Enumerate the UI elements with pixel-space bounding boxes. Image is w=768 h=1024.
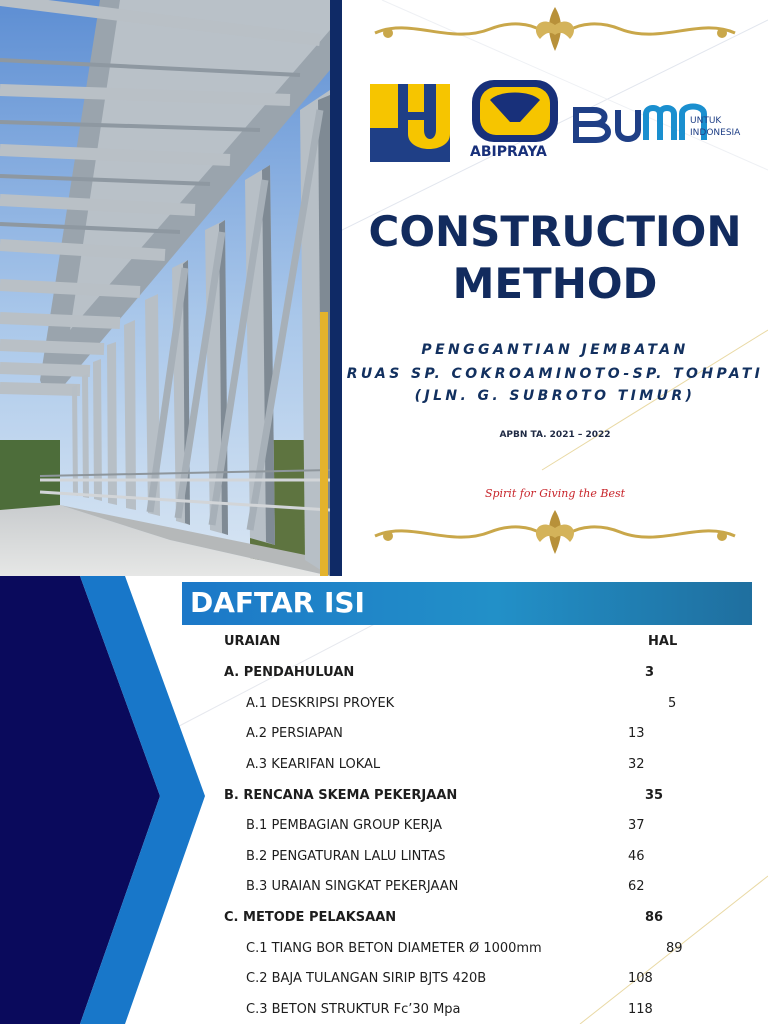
toc-item-page: 35 — [645, 788, 664, 803]
tagline-text: Spirit for Giving the Best — [484, 487, 626, 500]
title-line-2: METHOD — [452, 259, 658, 308]
toc-item-page: 46 — [628, 849, 645, 864]
toc-item-label: C.2 BAJA TULANGAN SIRIP BJTS 420B — [246, 971, 487, 986]
bottom-ornament-icon — [370, 508, 740, 558]
chevron-decoration-icon — [0, 576, 210, 1024]
toc-item-page: 89 — [666, 941, 683, 956]
toc-item-label: C. METODE PELAKSAAN — [224, 910, 397, 925]
toc-item-page: 5 — [668, 696, 677, 711]
subtitle-line-3: (JLN. G. SUBROTO TIMUR) — [414, 388, 696, 404]
title-line-1: CONSTRUCTION — [368, 207, 742, 256]
col-uraian-header: URAIAN — [224, 634, 281, 649]
toc-item-label: A.3 KEARIFAN LOKAL — [246, 757, 381, 772]
toc-item-page: 37 — [628, 818, 645, 833]
navy-accent-bar — [330, 0, 342, 576]
toc-item-page: 3 — [645, 665, 655, 680]
toc-item-label: A.2 PERSIAPAN — [246, 726, 343, 741]
toc-item-label: A. PENDAHULUAN — [224, 665, 355, 680]
abipraya-logo-icon — [472, 80, 558, 142]
toc-title: DAFTAR ISI — [190, 586, 365, 619]
toc-item-label: A.1 DESKRIPSI PROYEK — [246, 696, 395, 711]
top-ornament-icon — [370, 5, 740, 55]
col-hal-header: HAL — [648, 634, 678, 649]
toc-item-page: 108 — [628, 971, 653, 986]
logo-row — [370, 80, 760, 164]
gold-accent-bar — [320, 312, 328, 576]
bumn-indonesia-text: INDONESIA — [690, 128, 741, 138]
toc-item-label: C.3 BETON STRUKTUR Fc’30 Mpa — [246, 1002, 461, 1017]
bumn-untuk-text: UNTUK — [690, 116, 722, 126]
toc-item-page: 86 — [645, 910, 664, 925]
subtitle-line-2: RUAS SP. COKROAMINOTO-SP. TOHPATI — [346, 366, 764, 382]
bumn-logo-icon — [576, 107, 704, 141]
toc-item-page: 118 — [628, 1002, 653, 1017]
toc-item-page: 13 — [628, 726, 645, 741]
toc-item-label: B.1 PEMBAGIAN GROUP KERJA — [246, 818, 443, 833]
bridge-photo — [0, 0, 330, 576]
toc-header-bar — [182, 582, 752, 625]
toc-item-label: B. RENCANA SKEMA PEKERJAAN — [224, 788, 458, 803]
budget-year-text: APBN TA. 2021 – 2022 — [499, 430, 611, 440]
subtitle-line-1: PENGGANTIAN JEMBATAN — [421, 342, 689, 358]
toc-slide — [0, 576, 768, 1024]
toc-item-page: 62 — [628, 879, 645, 894]
toc-item-page: 32 — [628, 757, 645, 772]
toc-item-label: B.3 URAIAN SINGKAT PEKERJAAN — [246, 879, 459, 894]
pupr-logo-icon — [370, 84, 450, 162]
toc-item-label: B.2 PENGATURAN LALU LINTAS — [246, 849, 446, 864]
toc-item-label: C.1 TIANG BOR BETON DIAMETER Ø 1000mm — [246, 941, 542, 956]
abipraya-wordmark: ABIPRAYA — [470, 144, 547, 160]
